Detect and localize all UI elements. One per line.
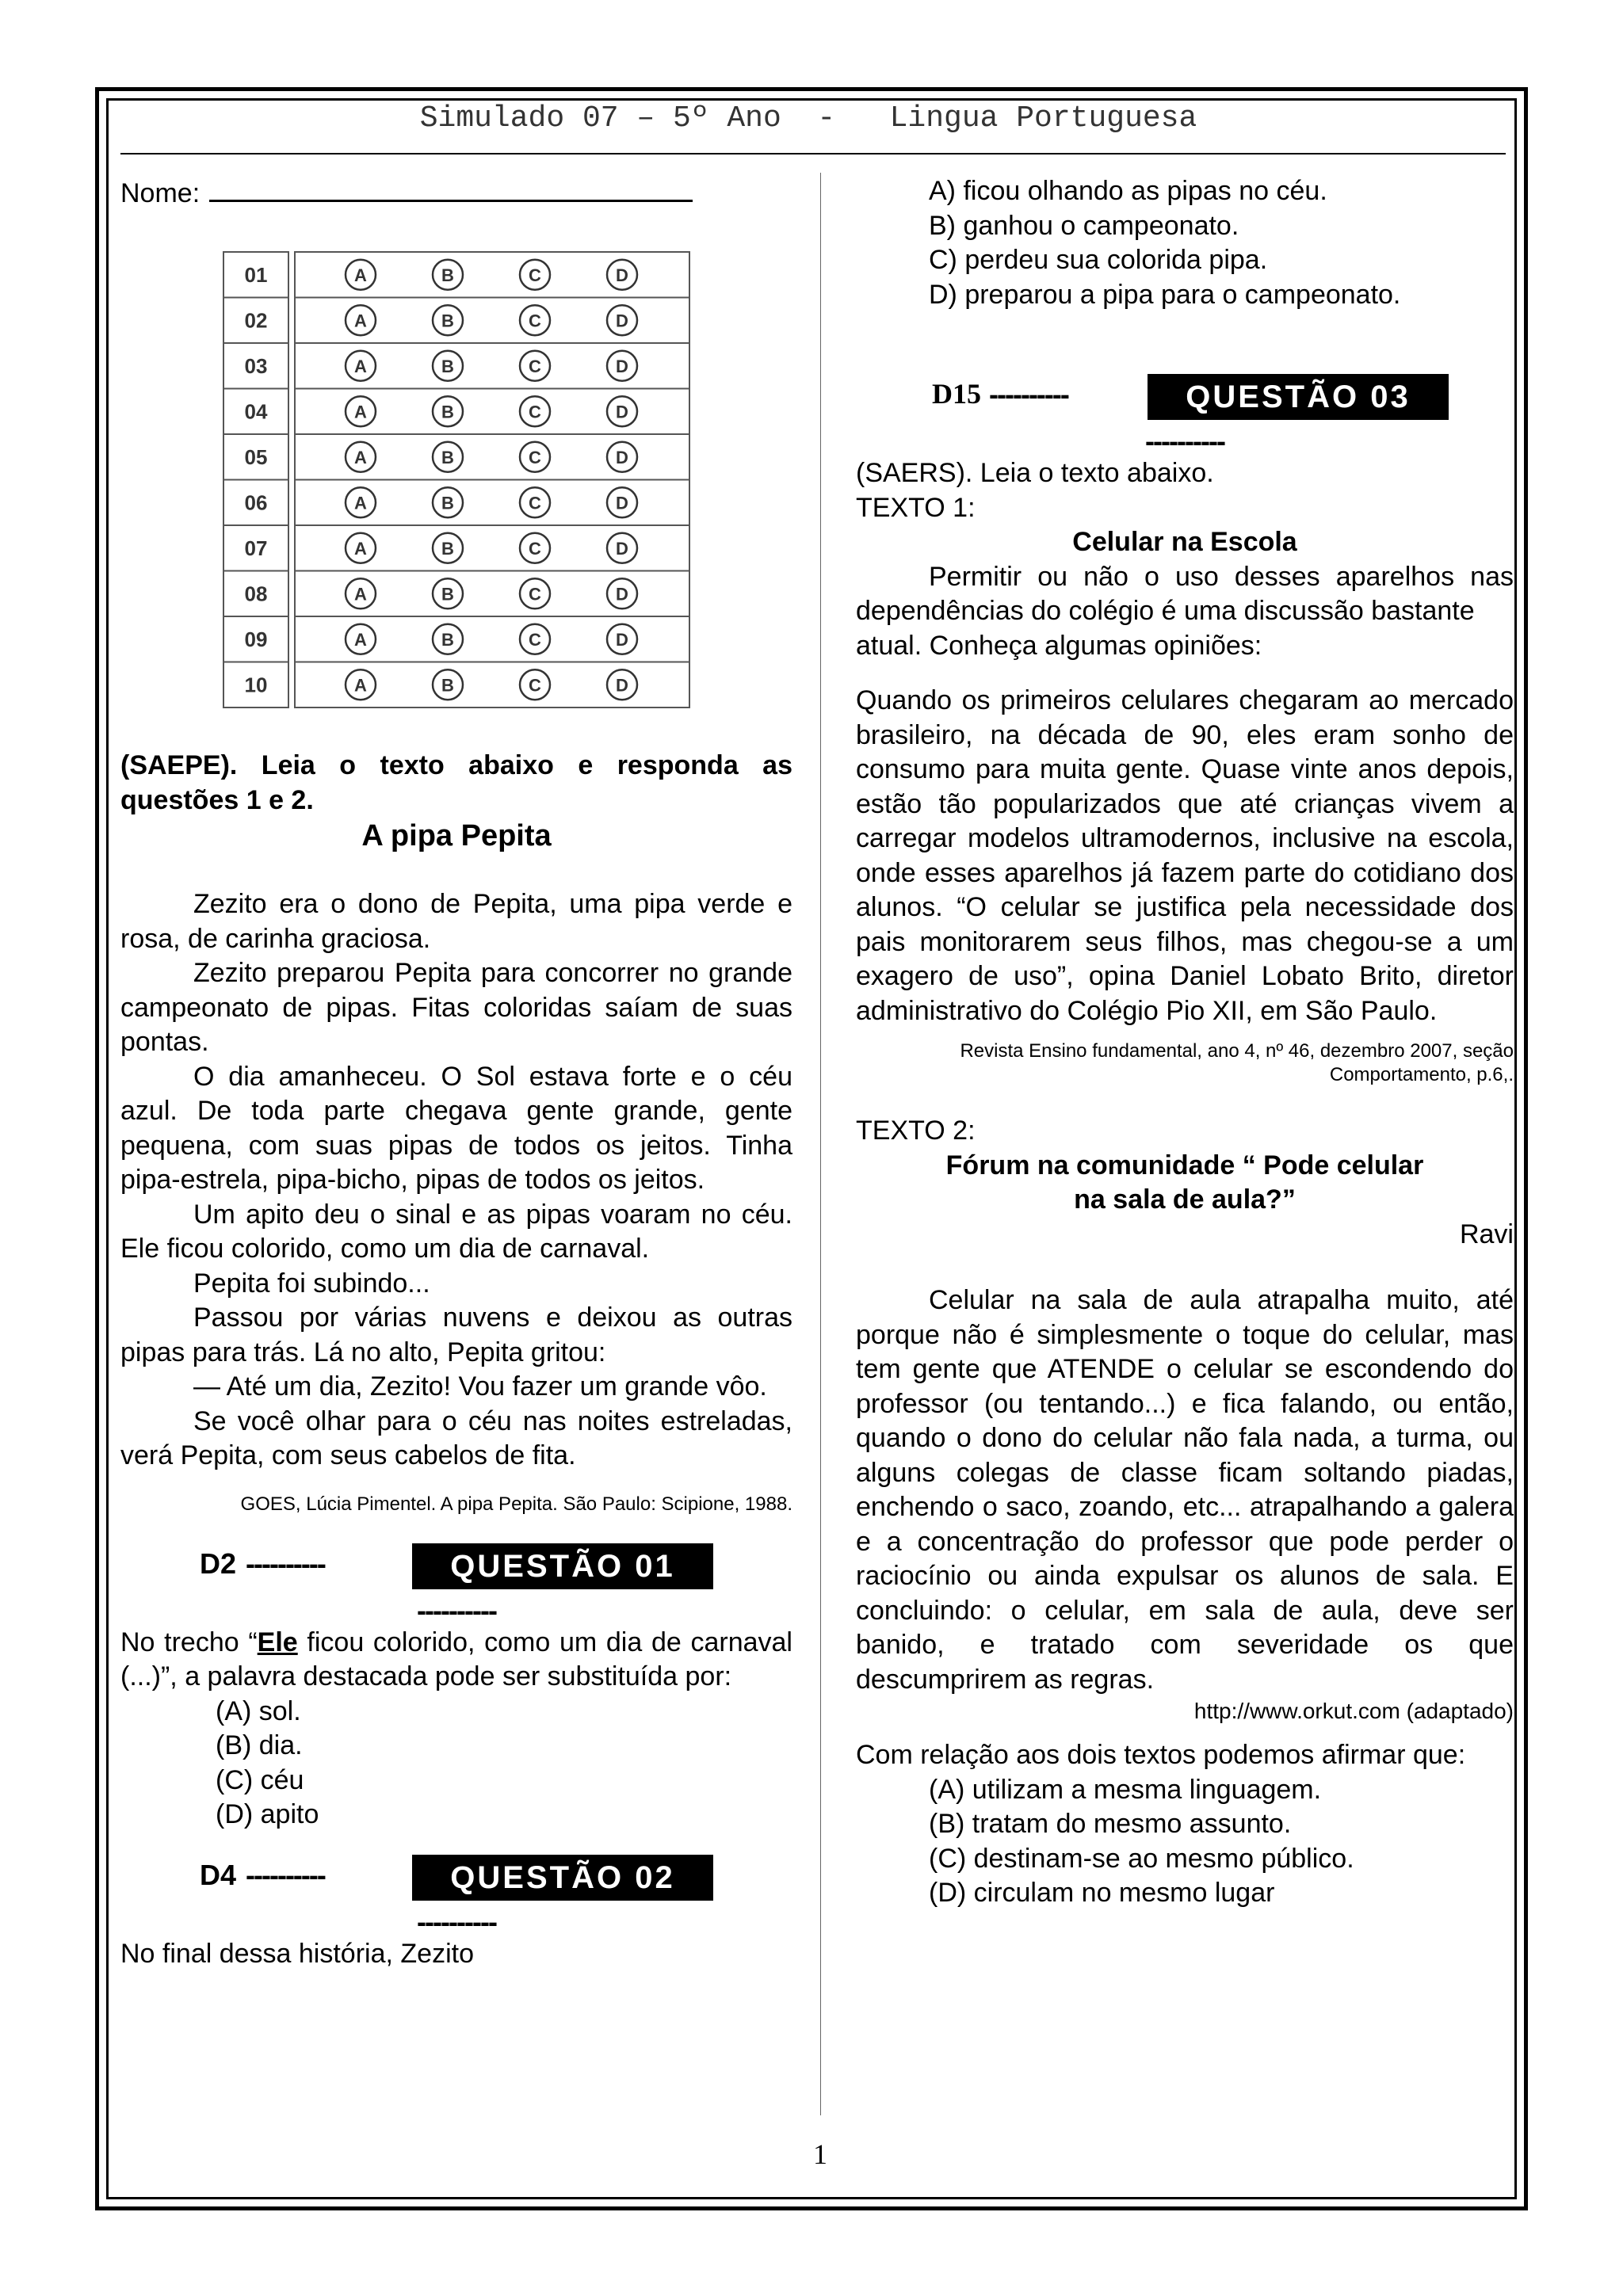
- bubble-letter: C: [529, 629, 541, 650]
- option-d[interactable]: D) preparou a pipa para o campeonato.: [929, 279, 1401, 310]
- dash-line: ----------: [246, 1858, 325, 1891]
- bubble-letter: A: [354, 311, 367, 331]
- bubble-letter: D: [616, 311, 628, 331]
- row-number: 04: [244, 399, 268, 424]
- dash-line: ----------: [989, 378, 1068, 410]
- story-paragraph: O dia amanheceu. O Sol estava forte e o céu azul. De toda parte chegava gente grande, gente pequena, com suas pipas de todos os jeitos. Tinha pipa-estrela, pipa-bicho, pipas de todos os jeitos.: [120, 1061, 792, 1195]
- option-a[interactable]: A) ficou olhando as pipas no céu.: [929, 176, 1327, 206]
- row-number: 09: [244, 627, 268, 651]
- name-blank-line[interactable]: [209, 174, 693, 202]
- question-01-stem: No trecho “Ele ficou colorido, como um dia de carnaval (...)”, a palavra destacada pode ser substituída por:: [120, 1627, 792, 1691]
- left-column-text: [120, 749, 792, 1971]
- bubble-letter: C: [529, 538, 541, 559]
- bubble-letter: B: [441, 675, 454, 696]
- bubble-letter: D: [616, 538, 628, 559]
- row-number: 03: [244, 353, 268, 378]
- dash-line: ----------: [417, 1593, 496, 1627]
- question-03-header: [856, 374, 1514, 426]
- bubble-letter: C: [529, 675, 541, 696]
- story-paragraph: Zezito preparou Pepita para concorrer no grande campeonato de pipas. Fitas coloridas saíam de suas pontas.: [120, 958, 792, 1057]
- bubble-letter: D: [616, 402, 628, 422]
- text2-author: Ravi: [1459, 1219, 1514, 1249]
- row-number: 10: [244, 673, 268, 697]
- bubble-letter: C: [529, 493, 541, 513]
- bubble-letter: A: [354, 493, 367, 513]
- dash-line: ----------: [1145, 425, 1224, 457]
- question-03-stem: Com relação aos dois textos podemos afirmar que:: [856, 1740, 1466, 1770]
- column-divider: [820, 173, 821, 2115]
- bubble-letter: D: [616, 629, 628, 650]
- story-citation: GOES, Lúcia Pimentel. A pipa Pepita. São Paulo: Scipione, 1988.: [240, 1493, 792, 1515]
- bubble-letter: B: [441, 265, 454, 285]
- bubble-letter: B: [441, 447, 454, 467]
- descriptor-code: D2: [200, 1547, 237, 1580]
- page-header-title: Simulado 07 – 5º Ano - Lingua Portuguesa: [419, 101, 1197, 135]
- question-label: QUESTÃO 03: [1148, 374, 1449, 420]
- bubble-letter: A: [354, 447, 367, 467]
- story-paragraph: Um apito deu o sinal e as pipas voaram no céu. Ele ficou colorido, como um dia de carnaval.: [120, 1199, 792, 1264]
- header-divider: [120, 153, 1506, 154]
- option-a[interactable]: (A) sol.: [216, 1695, 301, 1726]
- bubble-letter: A: [354, 402, 367, 422]
- bubble-letter: C: [529, 447, 541, 467]
- option-c[interactable]: (C) destinam-se ao mesmo público.: [929, 1843, 1354, 1874]
- saepe-intro: (SAEPE). Leia o texto abaixo e responda as questões 1 e 2.: [120, 750, 792, 815]
- option-b[interactable]: B) ganhou o campeonato.: [929, 210, 1239, 241]
- bubble-letter: D: [616, 265, 628, 285]
- bubble-letter: D: [616, 493, 628, 513]
- text1-title: Celular na Escola: [1072, 527, 1297, 557]
- option-b[interactable]: (B) tratam do mesmo assunto.: [929, 1809, 1292, 1839]
- bubble-letter: B: [441, 629, 454, 650]
- story-paragraph: Passou por várias nuvens e deixou as outras pipas para trás. Lá no alto, Pepita gritou:: [120, 1302, 792, 1367]
- question-02-header: [120, 1855, 792, 1907]
- text1-body: Quando os primeiros celulares chegaram ao mercado brasileiro, na década de 90, eles eram sonho de consumo para muita gente. Quase vinte anos depois, estão tão popularizados que até crianças vivem a carregar modelos ultramodernos, inclusive na escola, onde esses aparelhos já fazem parte do cotidiano dos alunos. “O celular se justifica pela necessidade dos pais monitorarem seus filhos, mas chegou-se a um exagero de uso”, opina Daniel Lobato Brito, diretor administrativo do Colégio Pio XII, em São Paulo.: [856, 685, 1514, 1026]
- story-title: A pipa Pepita: [361, 819, 552, 852]
- option-d[interactable]: (D) circulam no mesmo lugar: [929, 1878, 1275, 1908]
- question-02-stem: No final dessa história, Zezito: [120, 1938, 474, 1969]
- bubble-letter: C: [529, 356, 541, 376]
- text2-title: Fórum na comunidade “ Pode celular: [945, 1150, 1424, 1180]
- bubble-letter: B: [441, 584, 454, 605]
- story-paragraph: — Até um dia, Zezito! Vou fazer um grande vôo.: [193, 1371, 767, 1402]
- question-01-header: [120, 1543, 792, 1596]
- descriptor-code: D15: [932, 378, 981, 410]
- text1-lead-end: atual. Conheça algumas opiniões:: [856, 630, 1262, 661]
- bubble-letter: D: [616, 447, 628, 467]
- text2-body: Celular na sala de aula atrapalha muito, até porque não é simplesmente o toque do celular, mas tem gente que ATENDE o celular se escondendo do professor (ou tentando...) e fica falando, ou então, quando o dono do celular não fala nada, a turma, ou alguns colegas de classe ficam soltando piadas, enchendo o saco, zoando, etc... atrapalhando a galera e a concentração do professor que pode perder o raciocínio ou ainda expulsar os alunos de sala. E concluindo: o celular, em sala de aula, deve ser banido, e tratado com severidade os que descumprirem as regras.: [856, 1285, 1514, 1695]
- option-a[interactable]: (A) utilizam a mesma linguagem.: [929, 1774, 1322, 1805]
- bubble-letter: C: [529, 584, 541, 605]
- page-number: 1: [813, 2138, 827, 2170]
- bubble-letter: C: [529, 402, 541, 422]
- row-number: 08: [244, 582, 268, 606]
- option-d[interactable]: (D) apito: [216, 1799, 319, 1829]
- story-paragraph: Pepita foi subindo...: [193, 1268, 430, 1299]
- bubble-letter: D: [616, 356, 628, 376]
- row-number: 06: [244, 490, 268, 515]
- left-column: [120, 174, 792, 212]
- bubble-letter: A: [354, 356, 367, 376]
- option-c[interactable]: C) perdeu sua colorida pipa.: [929, 245, 1268, 275]
- text1-source: Revista Ensino fundamental, ano 4, nº 46, dezembro 2007, seção Comportamento, p.6,.: [960, 1040, 1514, 1085]
- story-paragraph: Se você olhar para o céu nas noites estreladas, verá Pepita, com seus cabelos de fita.: [120, 1405, 792, 1470]
- bubble-letter: B: [441, 356, 454, 376]
- bubble-letter: A: [354, 265, 367, 285]
- bubble-letter: D: [616, 584, 628, 605]
- bubble-letter: C: [529, 265, 541, 285]
- bubble-letter: B: [441, 493, 454, 513]
- bubble-letter: C: [529, 311, 541, 331]
- row-number: 02: [244, 308, 268, 333]
- option-b[interactable]: (B) dia.: [216, 1730, 303, 1760]
- row-number: 07: [244, 536, 268, 560]
- text1-lead: Permitir ou não o uso desses aparelhos nas dependências do colégio é uma discussão bastante: [856, 561, 1514, 626]
- bubble-letter: A: [354, 675, 367, 696]
- bubble-letter: B: [441, 402, 454, 422]
- bubble-letter: B: [441, 538, 454, 559]
- right-column: [856, 174, 1514, 1911]
- saers-intro: (SAERS). Leia o texto abaixo.: [856, 458, 1214, 488]
- question-label: QUESTÃO 02: [412, 1855, 713, 1901]
- text1-label: TEXTO 1:: [856, 492, 976, 523]
- option-c[interactable]: (C) céu: [216, 1764, 304, 1795]
- bubble-letter: A: [354, 584, 367, 605]
- dash-line: ----------: [417, 1905, 496, 1938]
- question-label: QUESTÃO 01: [412, 1543, 713, 1589]
- row-number: 01: [244, 262, 268, 287]
- bubble-letter: A: [354, 538, 367, 559]
- answer-sheet-grid: [222, 247, 697, 723]
- text2-label: TEXTO 2:: [856, 1116, 976, 1146]
- dash-line: ----------: [246, 1547, 325, 1580]
- row-number: 05: [244, 444, 268, 469]
- text2-source[interactable]: http://www.orkut.com (adaptado): [1193, 1699, 1514, 1723]
- bubble-letter: D: [616, 675, 628, 696]
- text2-title: na sala de aula?”: [1074, 1184, 1296, 1215]
- story-paragraph: Zezito era o dono de Pepita, uma pipa verde e rosa, de carinha graciosa.: [120, 889, 792, 954]
- bubble-letter: A: [354, 629, 367, 650]
- descriptor-code: D4: [200, 1858, 237, 1891]
- name-field: Nome:: [120, 174, 792, 212]
- highlighted-word: Ele: [257, 1627, 298, 1657]
- bubble-letter: B: [441, 311, 454, 331]
